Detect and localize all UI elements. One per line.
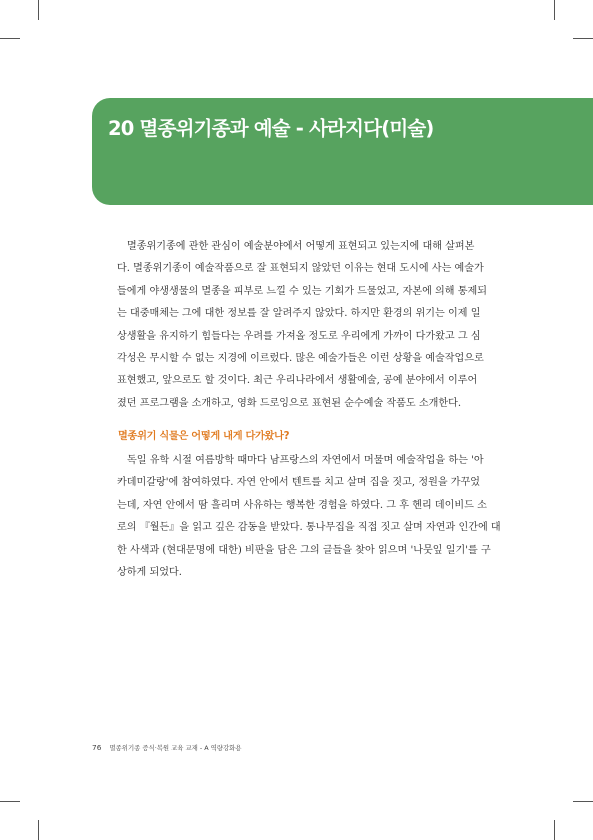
paragraph-line: 들에게 야생생물의 멸종을 피부로 느낄 수 있는 기회가 드물었고, 자본에 의해 통제되 [117, 285, 488, 297]
section-paragraph [117, 450, 501, 584]
crop-mark [0, 38, 20, 39]
footer-text: 멸종위기종 증식·복원 교육 교재 - A 역량강화용 [109, 744, 242, 752]
paragraph-line: 독일 유학 시절 여름방학 때마다 남프랑스의 자연에서 머물며 예술작업을 하는 '아 [127, 455, 484, 466]
crop-mark [38, 820, 39, 840]
crop-mark [38, 0, 39, 20]
paragraph-line: 표현했고, 앞으로도 할 것이다. 최근 우리나라에서 생활예술, 공예 분야에서 이루어 [117, 375, 478, 387]
paragraph-line: 는데, 자연 안에서 땀 흘리며 사유하는 행복한 경험을 하였다. 그 후 헨리 데이비드 소 [117, 499, 487, 511]
crop-mark [573, 801, 593, 802]
paragraph-line: 는 대중매체는 그에 대한 정보를 잘 알려주지 않았다. 하지만 환경의 위기는 이제 일 [117, 308, 481, 320]
paragraph-line: 다. 멸종위기종이 예술작품으로 잘 표현되지 않았던 이유는 현대 도시에 사는 예술가 [117, 263, 484, 275]
page-number: 76 [92, 743, 102, 752]
paragraph-line: 상하게 되었다. [117, 567, 182, 579]
paragraph-line: 카데미갈랑'에 참여하였다. 자연 안에서 텐트를 치고 살며 집을 짓고, 정원을 가꾸었 [117, 477, 481, 489]
crop-mark [554, 820, 555, 840]
crop-mark [0, 801, 20, 802]
intro-paragraph [117, 236, 489, 415]
paragraph-line: 멸종위기종에 관한 관심이 예술분야에서 어떻게 표현되고 있는지에 대해 살펴본 [127, 241, 475, 252]
paragraph-line: 로의 『월든』을 읽고 깊은 감동을 받았다. 통나무집을 직접 짓고 살며 자연과 인간에 대 [117, 522, 501, 534]
paragraph-line: 한 사색과 (현대문명에 대한) 비판을 담은 그의 글들을 찾아 읽으며 '나뭇잎 일기'를 구 [117, 544, 491, 556]
paragraph-line: 각성은 무시할 수 없는 지경에 이르렀다. 많은 예술가들은 이런 상황을 예술작업으로 [117, 353, 484, 365]
paragraph-line: 상생활을 유지하기 힘들다는 우려를 가져올 정도로 우리에게 가까이 다가왔고 그 심 [117, 330, 481, 342]
crop-mark [554, 0, 555, 20]
chapter-title: 20 멸종위기종과 예술 - 사라지다(미술) [108, 117, 434, 140]
page-footer [92, 743, 241, 752]
crop-mark [573, 38, 593, 39]
paragraph-line: 졌던 프로그램을 소개하고, 영화 드로잉으로 표현된 순수예술 작품도 소개한다. [117, 397, 462, 409]
section-heading: 멸종위기 식물은 어떻게 내게 다가왔나? [118, 431, 290, 442]
